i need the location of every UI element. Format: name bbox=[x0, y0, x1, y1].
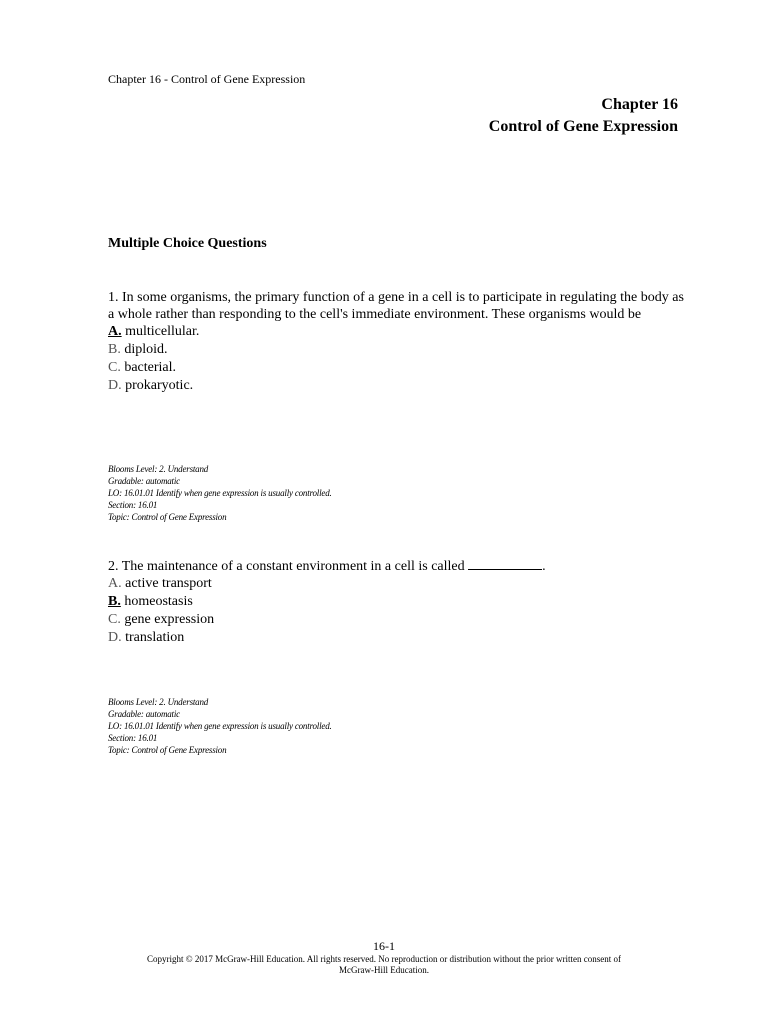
question-1-options bbox=[108, 323, 688, 395]
question-1-option-d bbox=[108, 377, 688, 395]
learning-objective: LO: 16.01.01 Identify when gene expression is usually controlled. bbox=[108, 488, 332, 498]
chapter-label: Chapter 16 bbox=[601, 96, 678, 113]
blooms-level: Blooms Level: 2. Understand bbox=[108, 697, 209, 707]
question-2-options bbox=[108, 575, 688, 647]
question-2-option-a bbox=[108, 575, 688, 593]
topic: Topic: Control of Gene Expression bbox=[108, 745, 227, 755]
option-text: translation bbox=[121, 630, 185, 645]
option-letter: D. bbox=[108, 378, 122, 393]
option-letter: C. bbox=[108, 360, 121, 375]
question-1-stem: 1. In some organisms, the primary function of a gene in a cell is to participate in regulating the body as a whole rather than responding to the cell's immediate environment. These organisms would be bbox=[108, 290, 684, 322]
running-header: Chapter 16 - Control of Gene Expression bbox=[108, 72, 306, 86]
question-1-metadata bbox=[108, 463, 332, 523]
answer-blank bbox=[468, 557, 542, 570]
option-letter: A. bbox=[108, 576, 122, 591]
option-letter-correct: A. bbox=[108, 324, 122, 339]
option-text: diploid. bbox=[120, 342, 168, 357]
question-1-option-b bbox=[108, 341, 688, 359]
question-1-option-c bbox=[108, 359, 688, 377]
option-text: gene expression bbox=[120, 612, 215, 627]
question-2-metadata bbox=[108, 696, 332, 756]
gradable: Gradable: automatic bbox=[108, 709, 180, 719]
gradable: Gradable: automatic bbox=[108, 476, 180, 486]
blooms-level: Blooms Level: 2. Understand bbox=[108, 464, 209, 474]
option-letter: D. bbox=[108, 630, 122, 645]
option-text: active transport bbox=[121, 576, 212, 591]
option-text: bacterial. bbox=[120, 360, 177, 375]
question-1-option-a bbox=[108, 323, 688, 341]
question-2-stem bbox=[108, 557, 688, 575]
question-2-option-b bbox=[108, 593, 688, 611]
question-2-option-c bbox=[108, 611, 688, 629]
learning-objective: LO: 16.01.01 Identify when gene expression is usually controlled. bbox=[108, 721, 332, 731]
option-letter: B. bbox=[108, 342, 121, 357]
question-2-option-d bbox=[108, 629, 688, 647]
option-letter: C. bbox=[108, 612, 121, 627]
question-1 bbox=[108, 289, 688, 395]
copyright-line-2: McGraw-Hill Education. bbox=[339, 965, 429, 975]
topic: Topic: Control of Gene Expression bbox=[108, 512, 227, 522]
copyright-line-1: Copyright © 2017 McGraw-Hill Education. All rights reserved. No reproduction or distribution without the prior written consent of bbox=[146, 954, 621, 964]
section-title: Multiple Choice Questions bbox=[108, 236, 267, 251]
chapter-heading bbox=[489, 94, 678, 138]
section-ref: Section: 16.01 bbox=[108, 500, 158, 510]
question-2 bbox=[108, 557, 688, 647]
question-2-stem-text: 2. The maintenance of a constant environment in a cell is called bbox=[108, 559, 469, 574]
page-footer bbox=[0, 939, 768, 976]
option-letter-correct: B. bbox=[108, 594, 121, 609]
section-ref: Section: 16.01 bbox=[108, 733, 158, 743]
option-text: multicellular. bbox=[121, 324, 200, 339]
page-number: 16-1 bbox=[373, 939, 395, 953]
option-text: prokaryotic. bbox=[121, 378, 194, 393]
question-2-stem-end: . bbox=[542, 559, 546, 574]
chapter-title: Control of Gene Expression bbox=[488, 118, 678, 135]
option-text: homeostasis bbox=[120, 594, 193, 609]
